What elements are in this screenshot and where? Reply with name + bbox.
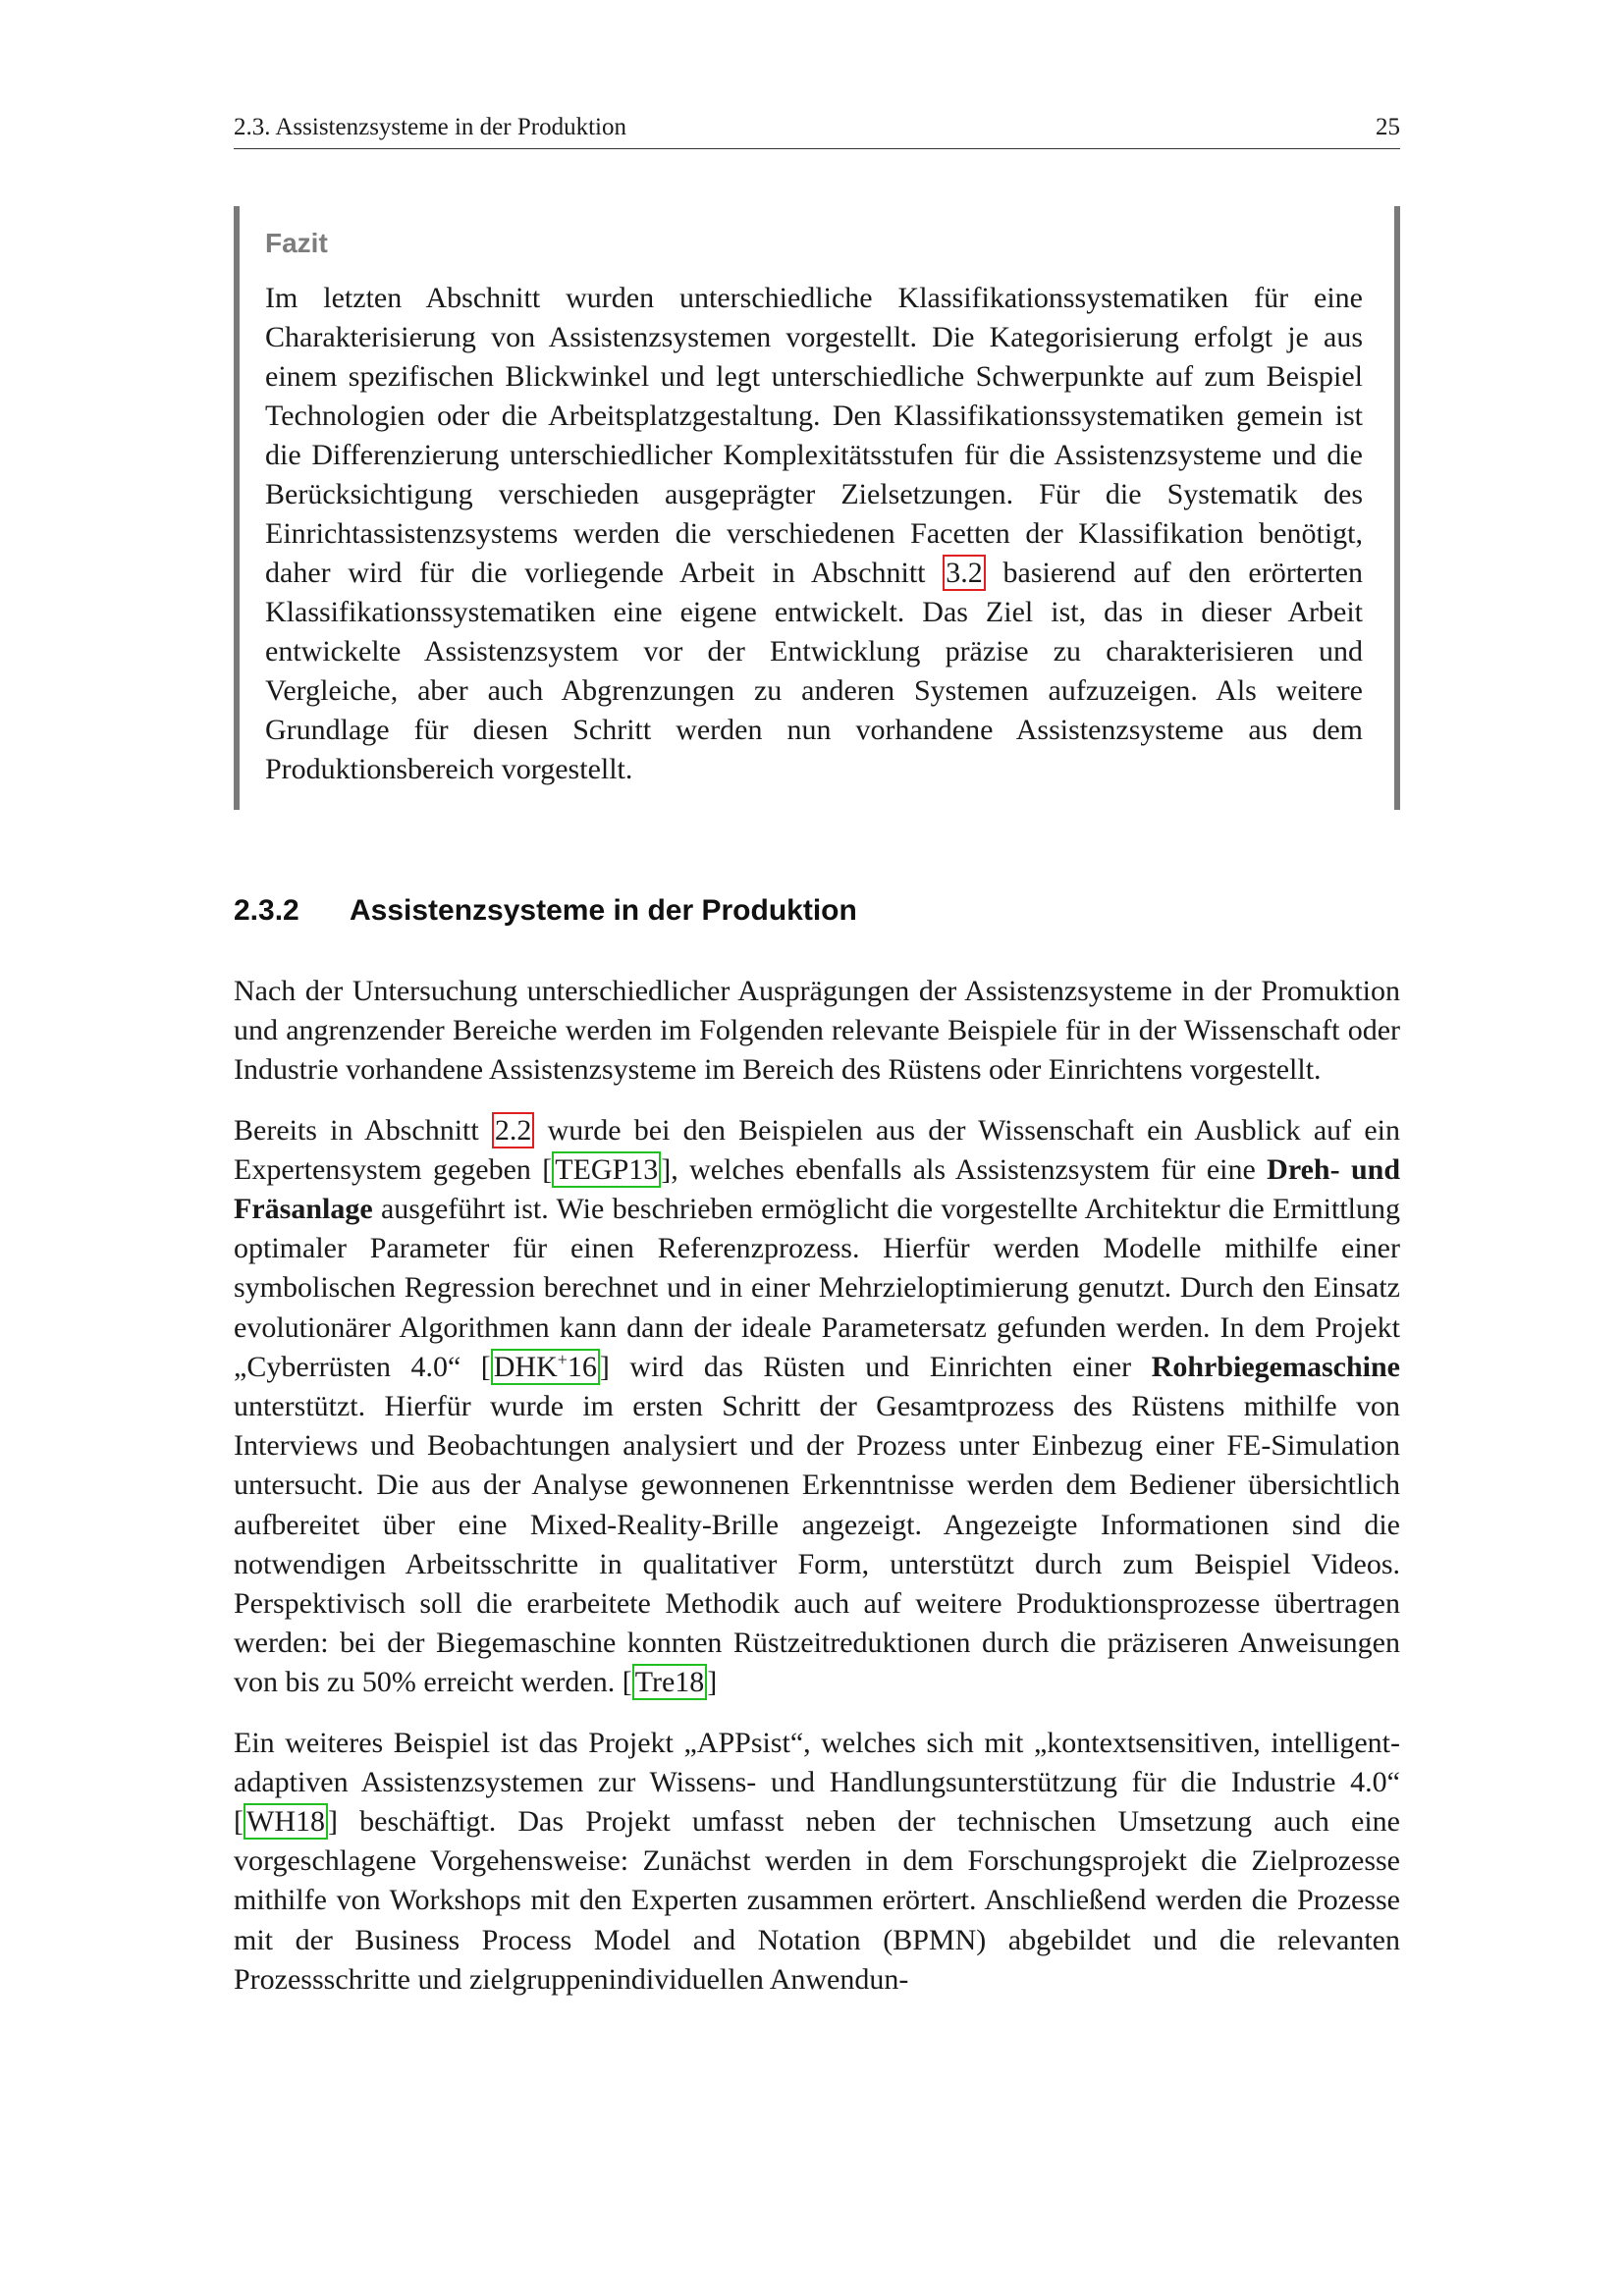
bold-term: Dreh- und Fräsanlage xyxy=(234,1152,1400,1226)
citation-link[interactable]: Tre18 xyxy=(632,1664,708,1700)
running-header xyxy=(234,111,1400,149)
p2-text-2: wurde bei den Beispielen aus der Wissenschaft ein Ausblick auf ein Expertensystem gegeben [ xyxy=(234,1113,1400,1186)
p3-text-1: Ein weiteres Beispiel ist das Projekt „APPsist“, welches sich mit „kontextsensitiven, intelligent-adaptiven Assistenzsystemen zur Wissens- und Handlungsunterstützung für die Industrie 4.0“ [ xyxy=(234,1726,1400,1839)
p2-text-5: ] wird das Rüsten und Einrichten einer xyxy=(599,1350,1152,1383)
p3-text-2: ] beschäftigt. Das Projekt umfasst neben der technischen Umsetzung auch eine vorgeschlagene Vorgehensweise: Zunächst werden in dem Forschungsprojekt die Zielprozesse mithilfe von Workshops mit den Experten zusammen erörtert. Anschließend werden die Prozesse mit der Business Process Model and Notation (BPMN) abgebildet und die relevanten Prozessschritte und zielgruppenindividuellen Anwendun- xyxy=(234,1805,1400,1996)
section-title: Assistenzsysteme in der Produktion xyxy=(350,894,857,927)
section-ref-link[interactable]: 3.2 xyxy=(943,555,986,591)
paragraph-3 xyxy=(234,1724,1400,2000)
p2-text-4: ausgeführt ist. Wie beschrieben ermöglicht die vorgestellte Architektur die Ermittlung optimaler Parameter für einen Referenzprozess. Hierfür werden Modelle mithilfe einer symbolischen Regression berechnet und in einer Mehrzieloptimierung genutzt. Durch den Einsatz evolutionärer Algorithmen kann dann der ideale Parametersatz gefunden werden. In dem Projekt „Cyberrüsten 4.0“ [ xyxy=(234,1193,1400,1383)
p2-text-1: Bereits in Abschnitt xyxy=(234,1113,492,1147)
fazit-text-2: basierend auf den erörterten Klassifikationssystematiken eine eigene entwickelt. Das Ziel ist, das in dieser Arbeit entwickelte Assistenzsystem vor der Entwicklung präzise zu charakterisieren und Vergleiche, aber auch Abgrenzungen zu anderen Systemen aufzuzeigen. Als weitere Grundlage für diesen Schritt werden nun vorhandene Assistenzsysteme aus dem Produktionsbereich vorgestellt. xyxy=(265,557,1363,785)
p2-text-7: ] xyxy=(707,1666,718,1699)
citation-link[interactable]: WH18 xyxy=(244,1803,328,1840)
paragraph-1: Nach der Untersuchung unterschiedlicher Ausprägungen der Assistenzsysteme in der Promuktion und angrenzender Bereiche werden im Folgenden relevante Beispiele für in der Wissenschaft oder Industrie vorhandene Assistenzsysteme im Bereich des Rüstens oder Einrichtens vorgestellt. xyxy=(234,975,1400,1087)
section-heading xyxy=(234,891,1400,931)
citation-key: DHK xyxy=(493,1350,558,1383)
fazit-title: Fazit xyxy=(265,228,328,258)
fazit-box xyxy=(234,206,1400,810)
citation-year: 16 xyxy=(567,1350,597,1383)
page-number: 25 xyxy=(1376,114,1400,140)
p2-text-3: ], welches ebenfalls als Assistenzsystem für eine xyxy=(661,1152,1268,1186)
section-number: 2.3.2 xyxy=(234,894,299,927)
citation-link[interactable]: TEGP13 xyxy=(552,1151,661,1188)
bold-term: Rohrbiegemaschine xyxy=(1151,1350,1400,1383)
paragraph-2 xyxy=(234,1111,1400,1703)
fazit-paragraph xyxy=(265,279,1363,789)
section-ref-link[interactable]: 2.2 xyxy=(492,1112,535,1148)
fazit-text-1: Im letzten Abschnitt wurden unterschiedliche Klassifikationssystematiken für eine Charakterisierung von Assistenzsystemen vorgestellt. Die Kategorisierung erfolgt je aus einem spezifischen Blickwinkel und legt unterschiedliche Schwerpunkte auf zum Beispiel Technologien oder die Arbeitsplatzgestaltung. Den Klassifikationssystematiken gemein ist die Differenzierung unterschiedlicher Komplexitätsstufen für die Assistenzsysteme und die Berücksichtigung verschieden ausgeprägter Zielsetzungen. Für die Systematik des Einrichtassistenzsystems werden die verschiedenen Facetten der Klassifikation benötigt, daher wird für die vorliegende Arbeit in Abschnitt xyxy=(265,282,1363,589)
header-section-title: 2.3. Assistenzsysteme in der Produktion xyxy=(234,114,626,140)
citation-link[interactable] xyxy=(491,1349,600,1385)
citation-sup: + xyxy=(557,1349,568,1369)
body-text xyxy=(234,972,1400,2020)
p2-text-6: unterstützt. Hierfür wurde im ersten Schritt der Gesamtprozess des Rüstens mithilfe von Interviews und Beobachtungen analysiert und der Prozess unter Einbezug einer FE-Simulation untersucht. Die aus der Analyse gewonnenen Erkenntnisse werden dem Bediener übersichtlich aufbereitet über eine Mixed-Reality-Brille angezeigt. Angezeigte Informationen sind die notwendigen Arbeitsschritte in qualitativer Form, unterstützt durch zum Beispiel Videos. Perspektivisch soll die erarbeitete Methodik auch auf weitere Produktionsprozesse übertragen werden: bei der Biegemaschine konnten Rüstzeitreduktionen durch die präziseren Anweisungen von bis zu 50% erreicht werden. [ xyxy=(234,1390,1400,1699)
